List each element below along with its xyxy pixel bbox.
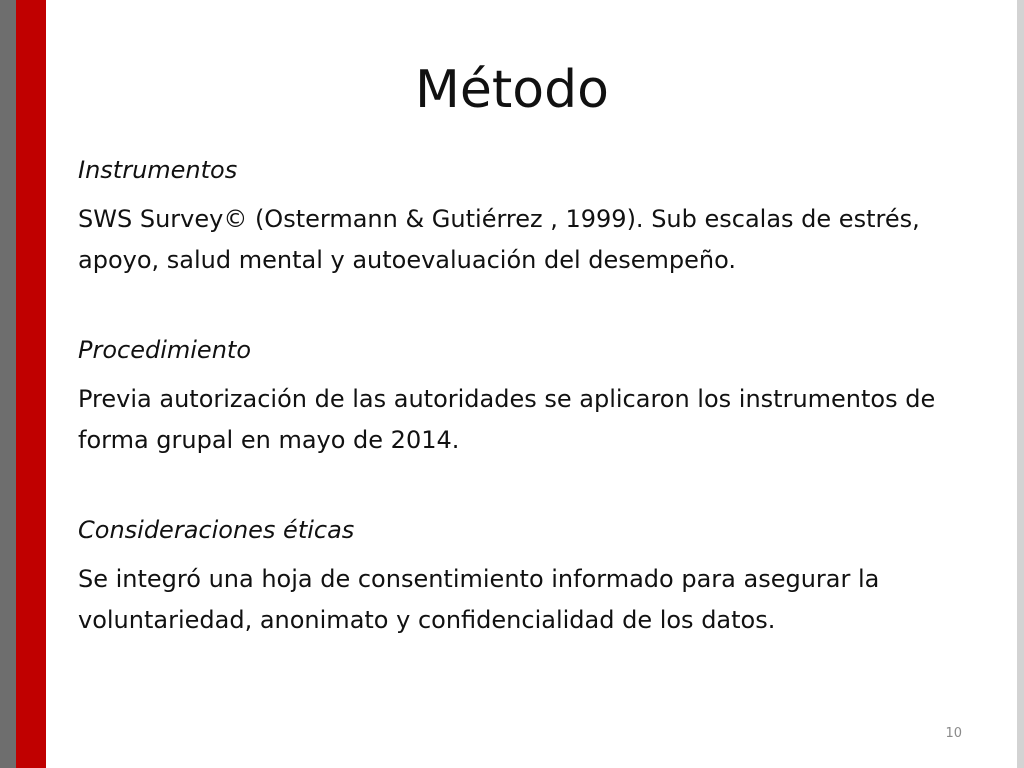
section-heading-consideraciones: Consideraciones éticas [78,516,355,544]
section-heading-instrumentos: Instrumentos [78,156,238,184]
section-heading-procedimiento: Procedimiento [78,336,252,364]
section-body-procedimiento: Previa autorización de las autoridades se aplicaron los instrumentos de forma grupal en mayo de 2014. [78,385,936,454]
slide-title: Método [415,60,609,120]
section-body-instrumentos: SWS Survey© (Ostermann & Gutiérrez , 1999). Sub escalas de estrés, apoyo, salud mental y autoevaluación del desempeño. [78,205,920,274]
slide-content [78,150,988,649]
section-spacer [78,469,988,510]
page-number: 10 [945,726,962,741]
section-spacer [78,289,988,330]
section-body-consideraciones: Se integró una hoja de consentimiento informado para asegurar la voluntariedad, anonimato y confidencialidad de los datos. [78,565,880,634]
